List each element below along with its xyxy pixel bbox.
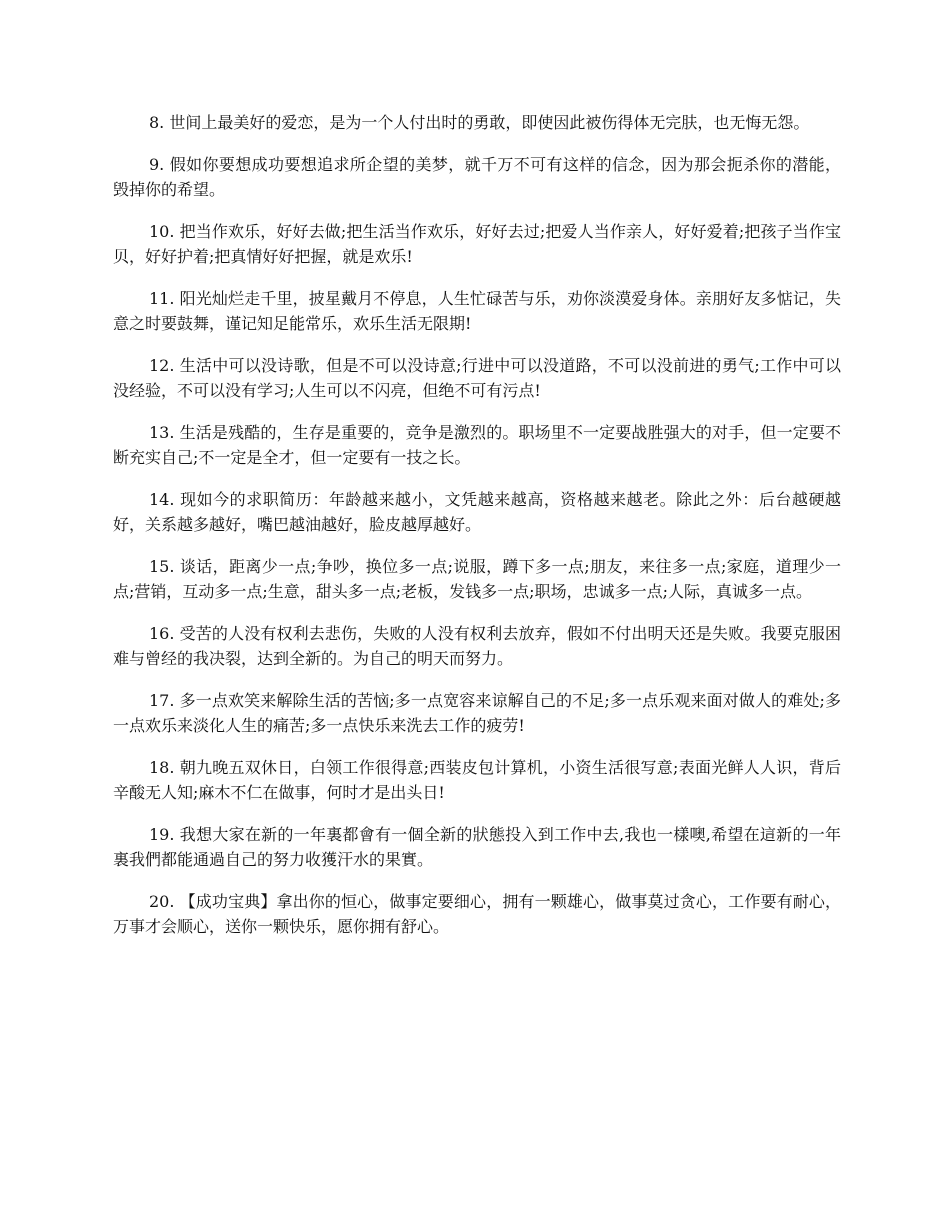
paragraph-15: 15. 谈话，距离少一点;争吵，换位多一点;说服，蹲下多一点;朋友，来往多一点;家庭，道理少一点;营销，互动多一点;生意，甜头多一点;老板，发钱多一点;职场，忠诚多一点;人际，真诚多一点。 bbox=[113, 557, 841, 601]
paragraph-17: 17. 多一点欢笑来解除生活的苦恼;多一点宽容来谅解自己的不足;多一点乐观来面对做人的难处;多一点欢乐来淡化人生的痛苦;多一点快乐来洗去工作的疲劳! bbox=[113, 691, 841, 735]
paragraph-16: 16. 受苦的人没有权利去悲伤，失败的人没有权利去放弃，假如不付出明天还是失败。我要克服困难与曾经的我决裂，达到全新的。为自己的明天而努力。 bbox=[113, 624, 841, 668]
paragraph-12: 12. 生活中可以没诗歌，但是不可以没诗意;行进中可以没道路，不可以没前进的勇气;工作中可以没经验，不可以没有学习;人生可以不闪亮，但绝不可有污点! bbox=[113, 356, 841, 400]
document-body bbox=[113, 110, 841, 956]
paragraph-20: 20. 【成功宝典】拿出你的恒心，做事定要细心，拥有一颗雄心，做事莫过贪心，工作要有耐心，万事才会顺心，送你一颗快乐，愿你拥有舒心。 bbox=[113, 892, 841, 936]
paragraph-8: 8. 世间上最美好的爱恋，是为一个人付出时的勇敢，即使因此被伤得体无完肤，也无悔无怨。 bbox=[149, 113, 810, 132]
paragraph-14: 14. 现如今的求职简历：年龄越来越小，文凭越来越高，资格越来越老。除此之外：后台越硬越好，关系越多越好，嘴巴越油越好，脸皮越厚越好。 bbox=[113, 490, 841, 534]
paragraph-11: 11. 阳光灿烂走千里，披星戴月不停息，人生忙碌苦与乐，劝你淡漠爱身体。亲朋好友多惦记，失意之时要鼓舞，谨记知足能常乐，欢乐生活无限期! bbox=[113, 289, 841, 333]
paragraph-10: 10. 把当作欢乐，好好去做;把生活当作欢乐，好好去过;把爱人当作亲人，好好爱着;把孩子当作宝贝，好好护着;把真情好好把握，就是欢乐! bbox=[113, 222, 841, 266]
paragraph-9: 9. 假如你要想成功要想追求所企望的美梦，就千万不可有这样的信念，因为那会扼杀你的潜能，毁掉你的希望。 bbox=[113, 155, 841, 199]
paragraph-13: 13. 生活是残酷的，生存是重要的，竞争是激烈的。职场里不一定要战胜强大的对手，但一定要不断充实自己;不一定是全才，但一定要有一技之长。 bbox=[113, 423, 841, 467]
paragraph-19: 19. 我想大家在新的一年裏都會有一個全新的狀態投入到工作中去,我也一樣噢,希望在這新的一年裏我們都能通過自己的努力收獲汗水的果實。 bbox=[113, 825, 841, 869]
paragraph-18: 18. 朝九晚五双休日，白领工作很得意;西装皮包计算机，小资生活很写意;表面光鲜人人识，背后辛酸无人知;麻木不仁在做事，何时才是出头日! bbox=[113, 758, 841, 802]
